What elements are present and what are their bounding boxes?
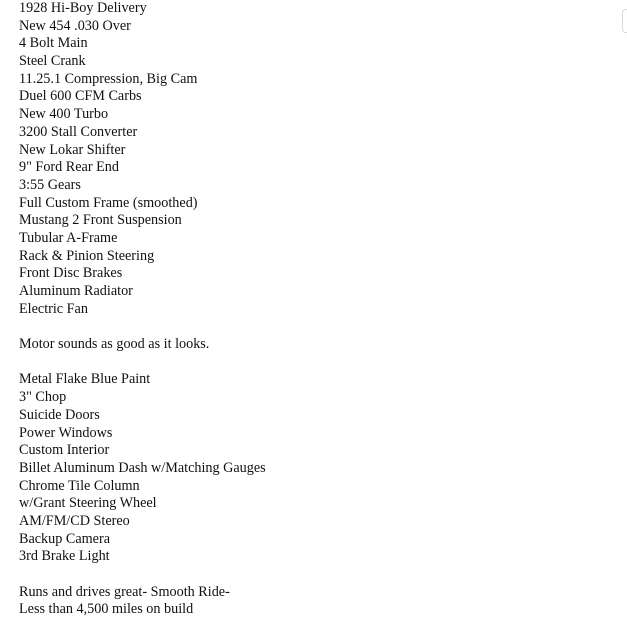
spec-line: Tubular A-Frame [19, 229, 118, 246]
spec-line: New 454 .030 Over [19, 17, 131, 34]
spec-line: Suicide Doors [19, 406, 100, 423]
spec-line: Chrome Tile Column [19, 477, 140, 494]
spec-line: Backup Camera [19, 530, 110, 547]
spec-line: 11.25.1 Compression, Big Cam [19, 70, 198, 87]
specs-block-2 [19, 371, 599, 566]
blank-line [19, 318, 599, 336]
spec-line: 9" Ford Rear End [19, 159, 119, 176]
spec-line: Duel 600 CFM Carbs [19, 88, 142, 105]
spec-line: Power Windows [19, 424, 113, 441]
spec-line: AM/FM/CD Stereo [19, 512, 130, 529]
spec-line: 3:55 Gears [19, 176, 81, 193]
blank-line [19, 354, 599, 372]
blank-line [19, 566, 599, 584]
listing-description [19, 0, 599, 619]
spec-line: 1928 Hi-Boy Delivery [19, 0, 147, 16]
spec-line: Custom Interior [19, 442, 110, 459]
spec-line: w/Grant Steering Wheel [19, 495, 157, 512]
motor-note: Motor sounds as good as it looks. [19, 336, 210, 353]
spec-line: Front Disc Brakes [19, 265, 123, 282]
spec-line: 4 Bolt Main [19, 35, 88, 52]
spec-line: Billet Aluminum Dash w/Matching Gauges [19, 459, 266, 476]
spec-line: New Lokar Shifter [19, 141, 126, 158]
spec-line: Rack & Pinion Steering [19, 247, 155, 264]
spec-line: 3rd Brake Light [19, 548, 110, 565]
spec-line: Metal Flake Blue Paint [19, 371, 151, 388]
spec-line: 3200 Stall Converter [19, 123, 138, 140]
specs-block-1 [19, 0, 599, 318]
closing-line: Runs and drives great- Smooth Ride- [19, 583, 230, 600]
closing-line: Less than 4,500 miles on build [19, 601, 194, 618]
spec-line: New 400 Turbo [19, 106, 109, 123]
spec-line: Electric Fan [19, 300, 88, 317]
spec-line: Steel Crank [19, 53, 86, 70]
spec-line: Full Custom Frame (smoothed) [19, 194, 198, 211]
edge-tab [622, 9, 627, 33]
closing-block [19, 584, 599, 619]
spec-line: 3" Chop [19, 389, 67, 406]
spec-line: Mustang 2 Front Suspension [19, 212, 182, 229]
spec-line: Aluminum Radiator [19, 283, 133, 299]
